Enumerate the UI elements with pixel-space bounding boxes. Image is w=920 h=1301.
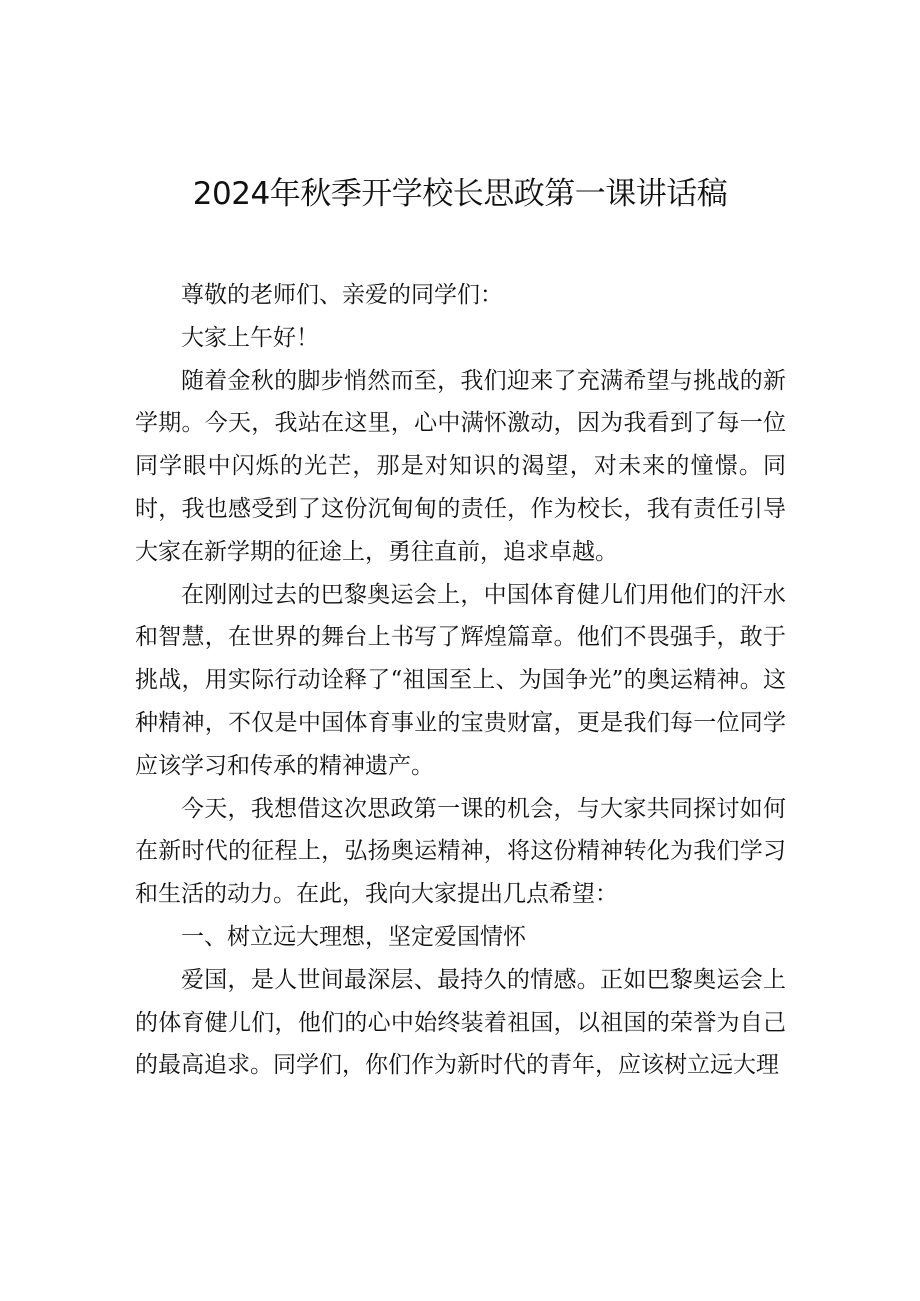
salutation: 大家上午好！ [181,324,319,351]
paragraph-olympics: 在刚刚过去的巴黎奥运会上，中国体育健儿们用他们的汗水和智慧，在世界的舞台上书写了辉煌篇章。他们不畏强手，敢于挑战，用实际行动诠释了“祖国至上、为国争光”的奥运精神。这种精神，不仅是中国体育事业的宝贵财富，更是我们每一位同学应该学习和传承的精神遗产。 [135,581,786,779]
paragraph-patriotism: 爱国，是人世间最深层、最持久的情感。正如巴黎奥运会上的体育健儿们，他们的心中始终装着祖国，以祖国的荣誉为自己的最高追求。同学们，你们作为新时代的青年，应该树立远大理 [135,966,786,1079]
paragraph-intro: 随着金秋的脚步悄然而至，我们迎来了充满希望与挑战的新学期。今天，我站在这里，心中满怀激动，因为我看到了每一位同学眼中闪烁的光芒，那是对知识的渴望，对未来的憧憬。同时，我也感受到了这份沉甸甸的责任，作为校长，我有责任引导大家在新学期的征途上，勇往直前，追求卓越。 [135,367,786,565]
paragraph-purpose: 今天，我想借这次思政第一课的机会，与大家共同探讨如何在新时代的征程上，弘扬奥运精神，将这份精神转化为我们学习和生活的动力。在此，我向大家提出几点希望： [135,795,786,908]
document-title: 2024年秋季开学校长思政第一课讲话稿 [192,176,728,212]
document-body [135,274,786,1087]
section-heading: 一、树立远大理想，坚定爱国情怀 [181,923,526,950]
greeting: 尊敬的老师们、亲爱的同学们： [181,282,503,308]
